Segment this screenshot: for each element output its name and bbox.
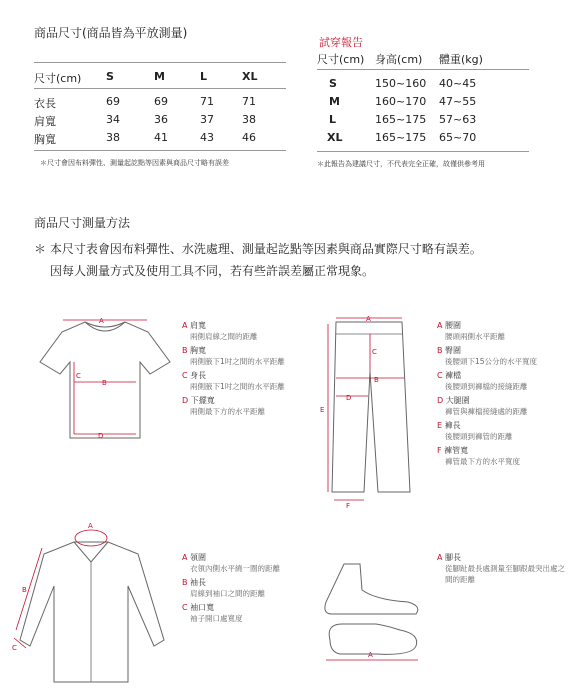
table-cell: 150~160 [375,77,427,90]
size-table-title: 商品尺寸(商品皆為平放測量) [34,26,188,40]
try-on-header: 身高(cm) [375,53,423,66]
legend-item: F 褲管寬 褲管最下方的水平寬度 [437,446,520,466]
table-cell: L [329,113,337,126]
try-on-header: 尺寸(cm) [317,53,365,66]
svg-text:A: A [99,317,104,325]
legend-item: C 身長 兩側腋下1吋之間的水平距離 [182,371,285,391]
svg-text:A: A [368,651,373,659]
table-cell: XL [327,131,343,144]
pants-legend [437,320,567,470]
svg-text:D: D [98,432,104,440]
try-on-header: 體重(kg) [439,53,483,66]
table-cell: 41 [154,131,168,144]
try-on-note: ＊此報告為建議尺寸，不代表完全正確，故僅供參考用 [317,160,485,168]
table-cell: 160~170 [375,95,427,108]
table-cell: 36 [154,113,168,126]
table-cell: 165~175 [375,113,427,126]
table-cell: S [329,77,337,90]
tshirt-legend [182,320,302,420]
try-on-header-row [317,51,529,69]
table-cell: 肩寬 [34,115,56,128]
shirt-illustration [8,520,176,690]
svg-text:E: E [320,406,325,414]
legend-item: D 大腿圍 褲管與褲檔接縫處的距離 [437,396,528,416]
method-line-2: 因每人測量方式及使用工具不同，若有些許誤差屬正常現象。 [50,264,375,278]
try-on-bottom-rule [317,151,529,152]
table-cell: 71 [200,95,214,108]
svg-text:C: C [372,348,377,356]
size-table-header-rule [34,88,286,89]
table-cell: M [329,95,340,108]
table-cell: 47~55 [439,95,477,108]
method-title: 商品尺寸測量方法 [34,216,131,230]
size-table-top-rule [34,62,286,63]
tshirt-illustration [30,310,180,450]
table-row [317,113,529,131]
table-cell: 37 [200,113,214,126]
table-row [34,131,286,149]
legend-item: D 下擺寬 兩側最下方的水平距離 [182,396,265,416]
legend-item: A 領圍 衣領內側水平繞一圈的距離 [182,553,280,573]
size-table-header: S [106,70,114,83]
table-cell: 69 [106,95,120,108]
table-cell: 46 [242,131,256,144]
table-cell: 34 [106,113,120,126]
shirt-legend [182,552,307,627]
table-cell: 38 [242,113,256,126]
table-cell: 衣長 [34,97,56,110]
size-table-header: 尺寸(cm) [34,72,82,85]
table-cell: 65~70 [439,131,477,144]
table-row [317,131,529,149]
svg-text:B: B [374,376,379,384]
table-cell: 43 [200,131,214,144]
foot-legend [437,552,567,588]
table-row [317,77,529,95]
size-table-header: XL [242,70,258,83]
legend-item: B 袖長 肩線到袖口之間的距離 [182,578,265,598]
svg-text:D: D [346,394,352,402]
legend-item: A 肩寬 兩側肩線之間的距離 [182,321,258,341]
table-row [317,95,529,113]
table-row [34,113,286,131]
table-cell: 38 [106,131,120,144]
svg-text:B: B [102,379,107,387]
legend-item: B 臀圍 後腰頭下15公分的水平寬度 [437,346,538,366]
table-cell: 40~45 [439,77,477,90]
size-table-header: M [154,70,165,83]
table-row [34,95,286,113]
table-cell: 165~175 [375,131,427,144]
table-cell: 71 [242,95,256,108]
legend-item: A 腳長 從腳趾最長處測量至腳跟最突出處之間的距離 [437,553,565,584]
svg-text:B: B [22,586,27,594]
legend-item: B 胸寬 兩側腋下1吋之間的水平距離 [182,346,285,366]
svg-text:C: C [76,372,81,380]
svg-text:A: A [88,522,93,530]
size-table-bottom-rule [34,150,286,151]
size-table-header: L [200,70,208,83]
method-line-1: ＊ 本尺寸表會因布料彈性、水洗處理、測量起訖點等因素與商品實際尺寸略有誤差。 [34,242,482,256]
legend-item: E 褲長 後腰頭到褲管的距離 [437,421,513,441]
try-on-title: 試穿報告 [319,36,363,49]
size-table-note: ＊尺寸會因布料彈性、測量起訖點等因素與商品尺寸略有誤差 [40,159,229,167]
legend-item: C 褲檔 後腰頭到褲檔的接縫距離 [437,371,528,391]
legend-item: C 袖口寬 袖子開口處寬度 [182,603,243,623]
svg-text:C: C [12,644,17,652]
table-cell: 69 [154,95,168,108]
pants-illustration [310,312,430,512]
table-cell: 胸寬 [34,133,56,146]
table-cell: 57~63 [439,113,477,126]
foot-illustration [316,556,428,676]
svg-text:F: F [346,502,351,510]
legend-item: A 腰圍 腰頭兩側水平距離 [437,321,505,341]
try-on-header-rule [317,69,529,70]
svg-text:A: A [366,315,371,323]
